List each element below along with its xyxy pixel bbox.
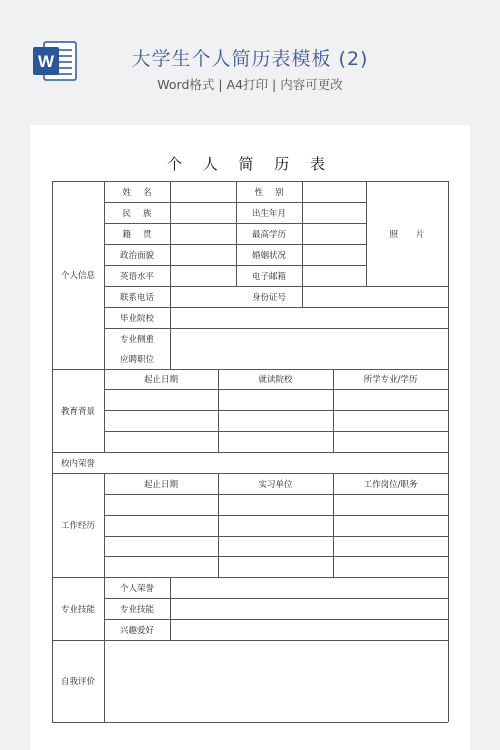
field-english-level[interactable] bbox=[170, 265, 236, 286]
section-education: 教育背景 bbox=[60, 406, 95, 417]
label-hobbies: 兴趣爱好 bbox=[119, 625, 154, 636]
document-subtitle: Word格式 | A4打印 | 内容可更改 bbox=[157, 77, 343, 92]
field-birth-date[interactable] bbox=[302, 202, 366, 223]
work-col-company: 实习单位 bbox=[258, 479, 293, 490]
edu-row[interactable] bbox=[104, 431, 448, 452]
section-skills: 专业技能 bbox=[60, 604, 95, 615]
field-major-focus[interactable] bbox=[170, 328, 448, 349]
edu-col-major: 所学专业/学历 bbox=[363, 375, 418, 385]
field-email[interactable] bbox=[302, 265, 366, 286]
field-applied-position[interactable] bbox=[170, 349, 448, 369]
field-highest-degree[interactable] bbox=[302, 223, 366, 244]
label-personal-honors: 个人荣誉 bbox=[119, 583, 154, 594]
field-native-place[interactable] bbox=[170, 223, 236, 244]
field-name[interactable] bbox=[170, 181, 236, 202]
svg-text:W: W bbox=[37, 52, 55, 71]
work-row[interactable] bbox=[104, 494, 448, 515]
field-graduate-school[interactable] bbox=[170, 307, 448, 328]
field-personal-honors[interactable] bbox=[170, 577, 448, 598]
label-major-focus: 专业侧重 bbox=[119, 334, 154, 345]
field-gender[interactable] bbox=[302, 181, 366, 202]
field-political-status[interactable] bbox=[170, 244, 236, 265]
label-marital-status: 婚姻状况 bbox=[251, 250, 286, 261]
edu-row[interactable] bbox=[104, 389, 448, 410]
field-phone[interactable] bbox=[170, 286, 236, 307]
work-col-position: 工作岗位/职务 bbox=[363, 479, 418, 490]
document-title: 大学生个人简历表模板 (2) bbox=[131, 48, 369, 70]
field-campus-honors[interactable] bbox=[104, 452, 448, 473]
label-professional-skills: 专业技能 bbox=[119, 604, 154, 615]
resume-page bbox=[30, 125, 470, 750]
field-marital-status[interactable] bbox=[302, 244, 366, 265]
label-highest-degree: 最高学历 bbox=[251, 229, 286, 240]
label-ethnicity: 民族 bbox=[122, 208, 164, 219]
field-professional-skills[interactable] bbox=[170, 598, 448, 619]
section-work-experience: 工作经历 bbox=[60, 521, 95, 531]
work-row[interactable] bbox=[104, 556, 448, 577]
field-id-number[interactable] bbox=[302, 286, 448, 307]
section-campus-honors: 校内荣誉 bbox=[60, 458, 95, 469]
edu-col-school: 就读院校 bbox=[258, 375, 293, 385]
edu-row[interactable] bbox=[104, 410, 448, 431]
page-header bbox=[0, 0, 500, 110]
label-phone: 联系电话 bbox=[119, 292, 154, 303]
label-native-place: 籍贯 bbox=[122, 229, 164, 240]
photo-box[interactable]: 照片 bbox=[389, 229, 443, 240]
field-ethnicity[interactable] bbox=[170, 202, 236, 223]
label-birth-date: 出生年月 bbox=[251, 208, 286, 219]
label-political-status: 政治面貌 bbox=[119, 250, 154, 261]
label-gender: 性别 bbox=[254, 187, 296, 198]
work-row[interactable] bbox=[104, 536, 448, 556]
label-applied-position: 应聘职位 bbox=[119, 355, 154, 365]
label-graduate-school: 毕业院校 bbox=[119, 313, 154, 324]
work-col-dates: 起止日期 bbox=[143, 479, 178, 490]
section-personal-info: 个人信息 bbox=[60, 271, 95, 281]
label-english-level: 英语水平 bbox=[119, 271, 154, 282]
resume-table bbox=[30, 125, 470, 750]
field-self-evaluation[interactable] bbox=[104, 640, 448, 722]
edu-col-dates: 起止日期 bbox=[143, 375, 178, 385]
work-row[interactable] bbox=[104, 515, 448, 536]
label-name: 姓名 bbox=[122, 187, 164, 198]
resume-title: 个 人 简 历 表 bbox=[166, 155, 334, 173]
section-self-evaluation: 自我评价 bbox=[60, 677, 95, 687]
field-hobbies[interactable] bbox=[170, 619, 448, 640]
label-email: 电子邮箱 bbox=[251, 271, 286, 282]
label-id-number: 身份证号 bbox=[251, 292, 286, 303]
